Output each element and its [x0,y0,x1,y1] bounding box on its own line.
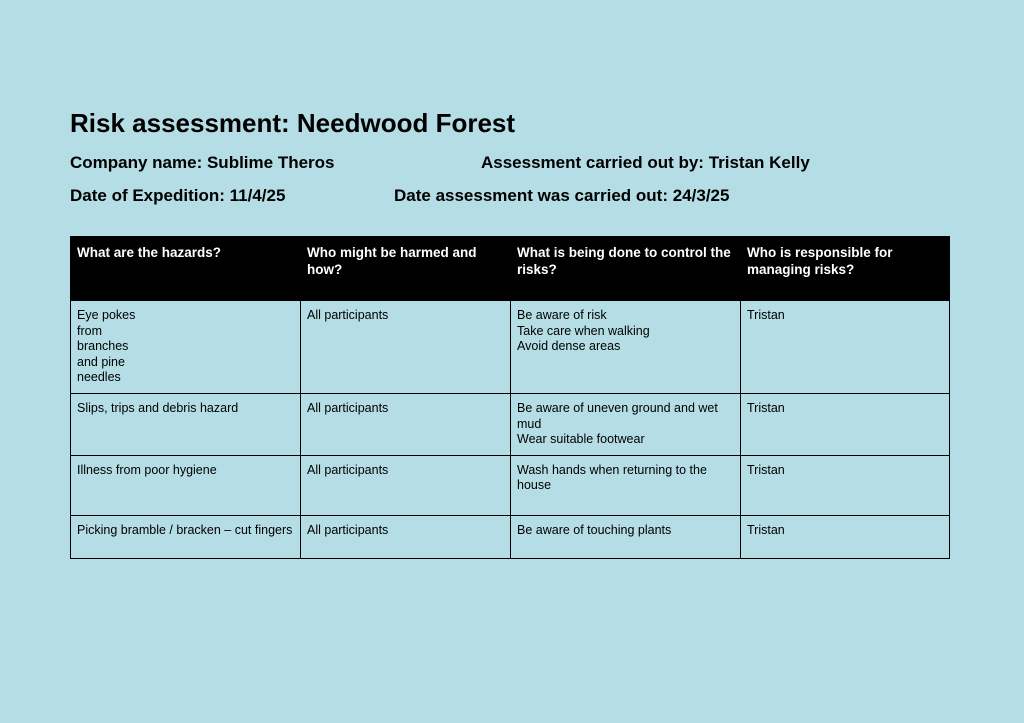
table-row [71,301,950,394]
table-header-row [71,237,950,301]
harmed-cell: All participants [301,515,511,558]
harmed-cell: All participants [301,301,511,394]
harmed-cell: All participants [301,455,511,515]
header-hazards: What are the hazards? [71,237,301,301]
responsible-cell: Tristan [741,301,950,394]
control-cell: Be aware of uneven ground and wet mud Wear suitable footwear [511,394,741,456]
table-row [71,455,950,515]
header-who-harmed: Who might be harmed and how? [301,237,511,301]
header-responsible: Who is responsible for managing risks? [741,237,950,301]
expedition-date: Date of Expedition: 11/4/25 [70,186,286,205]
hazard-cell: Illness from poor hygiene [71,455,301,515]
document-title: Risk assessment: Needwood Forest [70,108,516,138]
table-row [71,515,950,558]
control-cell: Be aware of touching plants [511,515,741,558]
assessor-name: Assessment carried out by: Tristan Kelly [481,153,810,172]
responsible-cell: Tristan [741,515,950,558]
responsible-cell: Tristan [741,394,950,456]
control-cell: Be aware of risk Take care when walking Avoid dense areas [511,301,741,394]
header-controls: What is being done to control the risks? [511,237,741,301]
responsible-cell: Tristan [741,455,950,515]
hazard-cell: Slips, trips and debris hazard [71,394,301,456]
harmed-cell: All participants [301,394,511,456]
assessment-date: Date assessment was carried out: 24/3/25 [394,186,730,205]
hazard-cell: Picking bramble / bracken – cut fingers [71,515,301,558]
company-name: Company name: Sublime Theros [70,153,335,172]
hazard-cell: Eye pokes from branches and pine needles [71,301,301,394]
table-row [71,394,950,456]
risk-assessment-table [70,236,950,559]
control-cell: Wash hands when returning to the house [511,455,741,515]
